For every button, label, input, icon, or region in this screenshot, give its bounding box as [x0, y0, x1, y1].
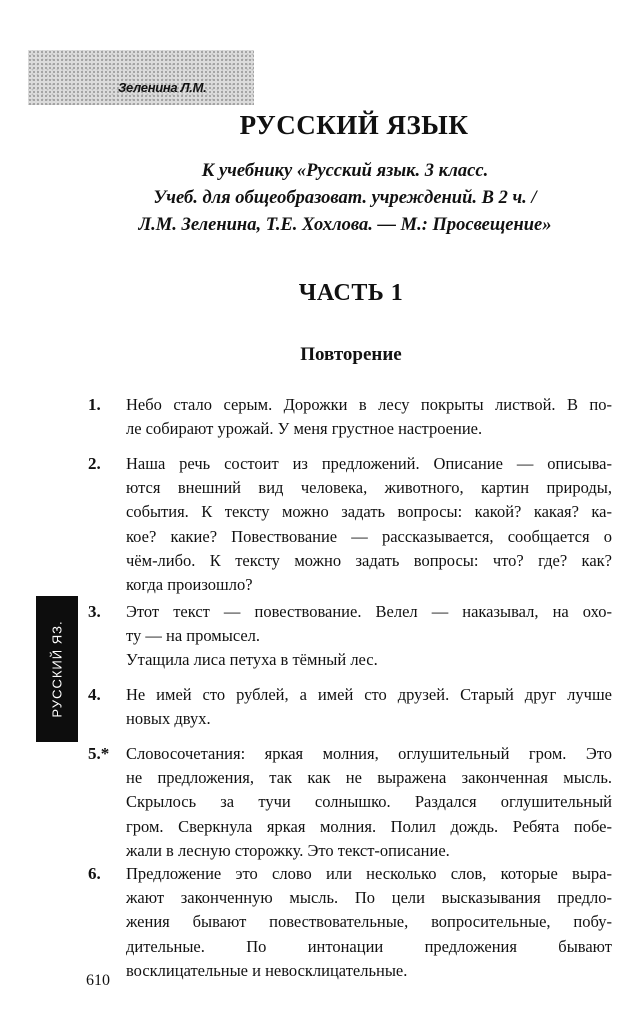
- answer-text: [126, 452, 612, 597]
- answer-number: 4.: [88, 685, 101, 704]
- answer-number: 3.: [88, 602, 101, 621]
- answer-line: ле собирают урожай. У меня грустное настроение.: [126, 419, 483, 439]
- section-title: Повторение: [300, 344, 402, 365]
- answer-text: [126, 742, 612, 863]
- side-tab: [36, 596, 78, 742]
- answer-line: восклицательные и невосклицательные.: [126, 960, 408, 980]
- textbook-reference: [90, 158, 600, 239]
- answer-line: дительные. По интонации предложения бывают: [126, 936, 612, 956]
- author-halftone-box: [28, 50, 254, 105]
- textbook-reference-line: Учеб. для общеобразоват. учреждений. В 2 ч. /: [153, 188, 537, 208]
- answer-line: гром. Сверкнула яркая молния. Полил дождь. Ребята побе-: [126, 816, 612, 836]
- part-title: ЧАСТЬ 1: [298, 280, 404, 306]
- answer-text: [126, 862, 612, 983]
- answer-text: [126, 683, 612, 731]
- answer-number: 1.: [88, 395, 101, 414]
- answer-line: Небо стало серым. Дорожки в лесу покрыты листвой. В по-: [126, 395, 612, 414]
- answer-line: ются внешний вид человека, животного, картин природы,: [126, 478, 612, 498]
- answer-line: Скрылось за тучи солнышко. Раздался оглушительный: [126, 792, 612, 812]
- answer-number: 6.: [88, 864, 101, 883]
- answer-line: жения бывают повествовательные, вопросительные, побу-: [126, 912, 612, 932]
- answer-line: Наша речь состоит из предложений. Описание — описыва-: [126, 454, 612, 473]
- author-name: Зеленина Л.М.: [118, 80, 207, 95]
- answer-line: чём-либо. К тексту можно задать вопросы: что? где? как?: [126, 550, 612, 570]
- answer-line: жают законченную мысль. По цели высказывания предло-: [126, 888, 612, 908]
- answer-line: жали в лесную сторожку. Это текст-описание.: [126, 840, 450, 860]
- answer-line: не предложения, так как не выражена законченная мысль.: [126, 768, 612, 788]
- answer-line: Этот текст — повествование. Велел — наказывал, на охо-: [126, 602, 612, 621]
- page-number: 610: [86, 972, 110, 989]
- textbook-reference-line: Л.М. Зеленина, Т.Е. Хохлова. — М.: Просвещение»: [138, 215, 552, 235]
- answer-number: 2.: [88, 454, 101, 473]
- answer-line: ту — на промысел.: [126, 626, 261, 646]
- side-tab-label: РУССКИЙ ЯЗ.: [49, 620, 65, 718]
- answer-text: [126, 600, 612, 673]
- answer-number: 5.*: [88, 744, 110, 763]
- answer-line: Предложение это слово или несколько слов, которые выра-: [126, 864, 612, 883]
- answer-line: новых двух.: [126, 709, 211, 729]
- answer-line: Словосочетания: яркая молния, оглушительный гром. Это: [126, 744, 612, 763]
- answer-line: Не имей сто рублей, а имей сто друзей. Старый друг лучше: [126, 685, 612, 704]
- answer-line: Утащила лиса петуха в тёмный лес.: [126, 650, 378, 670]
- book-title: РУССКИЙ ЯЗЫК: [239, 110, 469, 140]
- answer-line: когда произошло?: [126, 575, 253, 595]
- answer-text: [126, 393, 612, 441]
- textbook-reference-line: К учебнику «Русский язык. 3 класс.: [201, 161, 489, 181]
- answer-line: события. К тексту можно задать вопросы: какой? какая? ка-: [126, 502, 612, 522]
- answer-line: кое? какие? Повествование — рассказывается, сообщается о: [126, 526, 612, 546]
